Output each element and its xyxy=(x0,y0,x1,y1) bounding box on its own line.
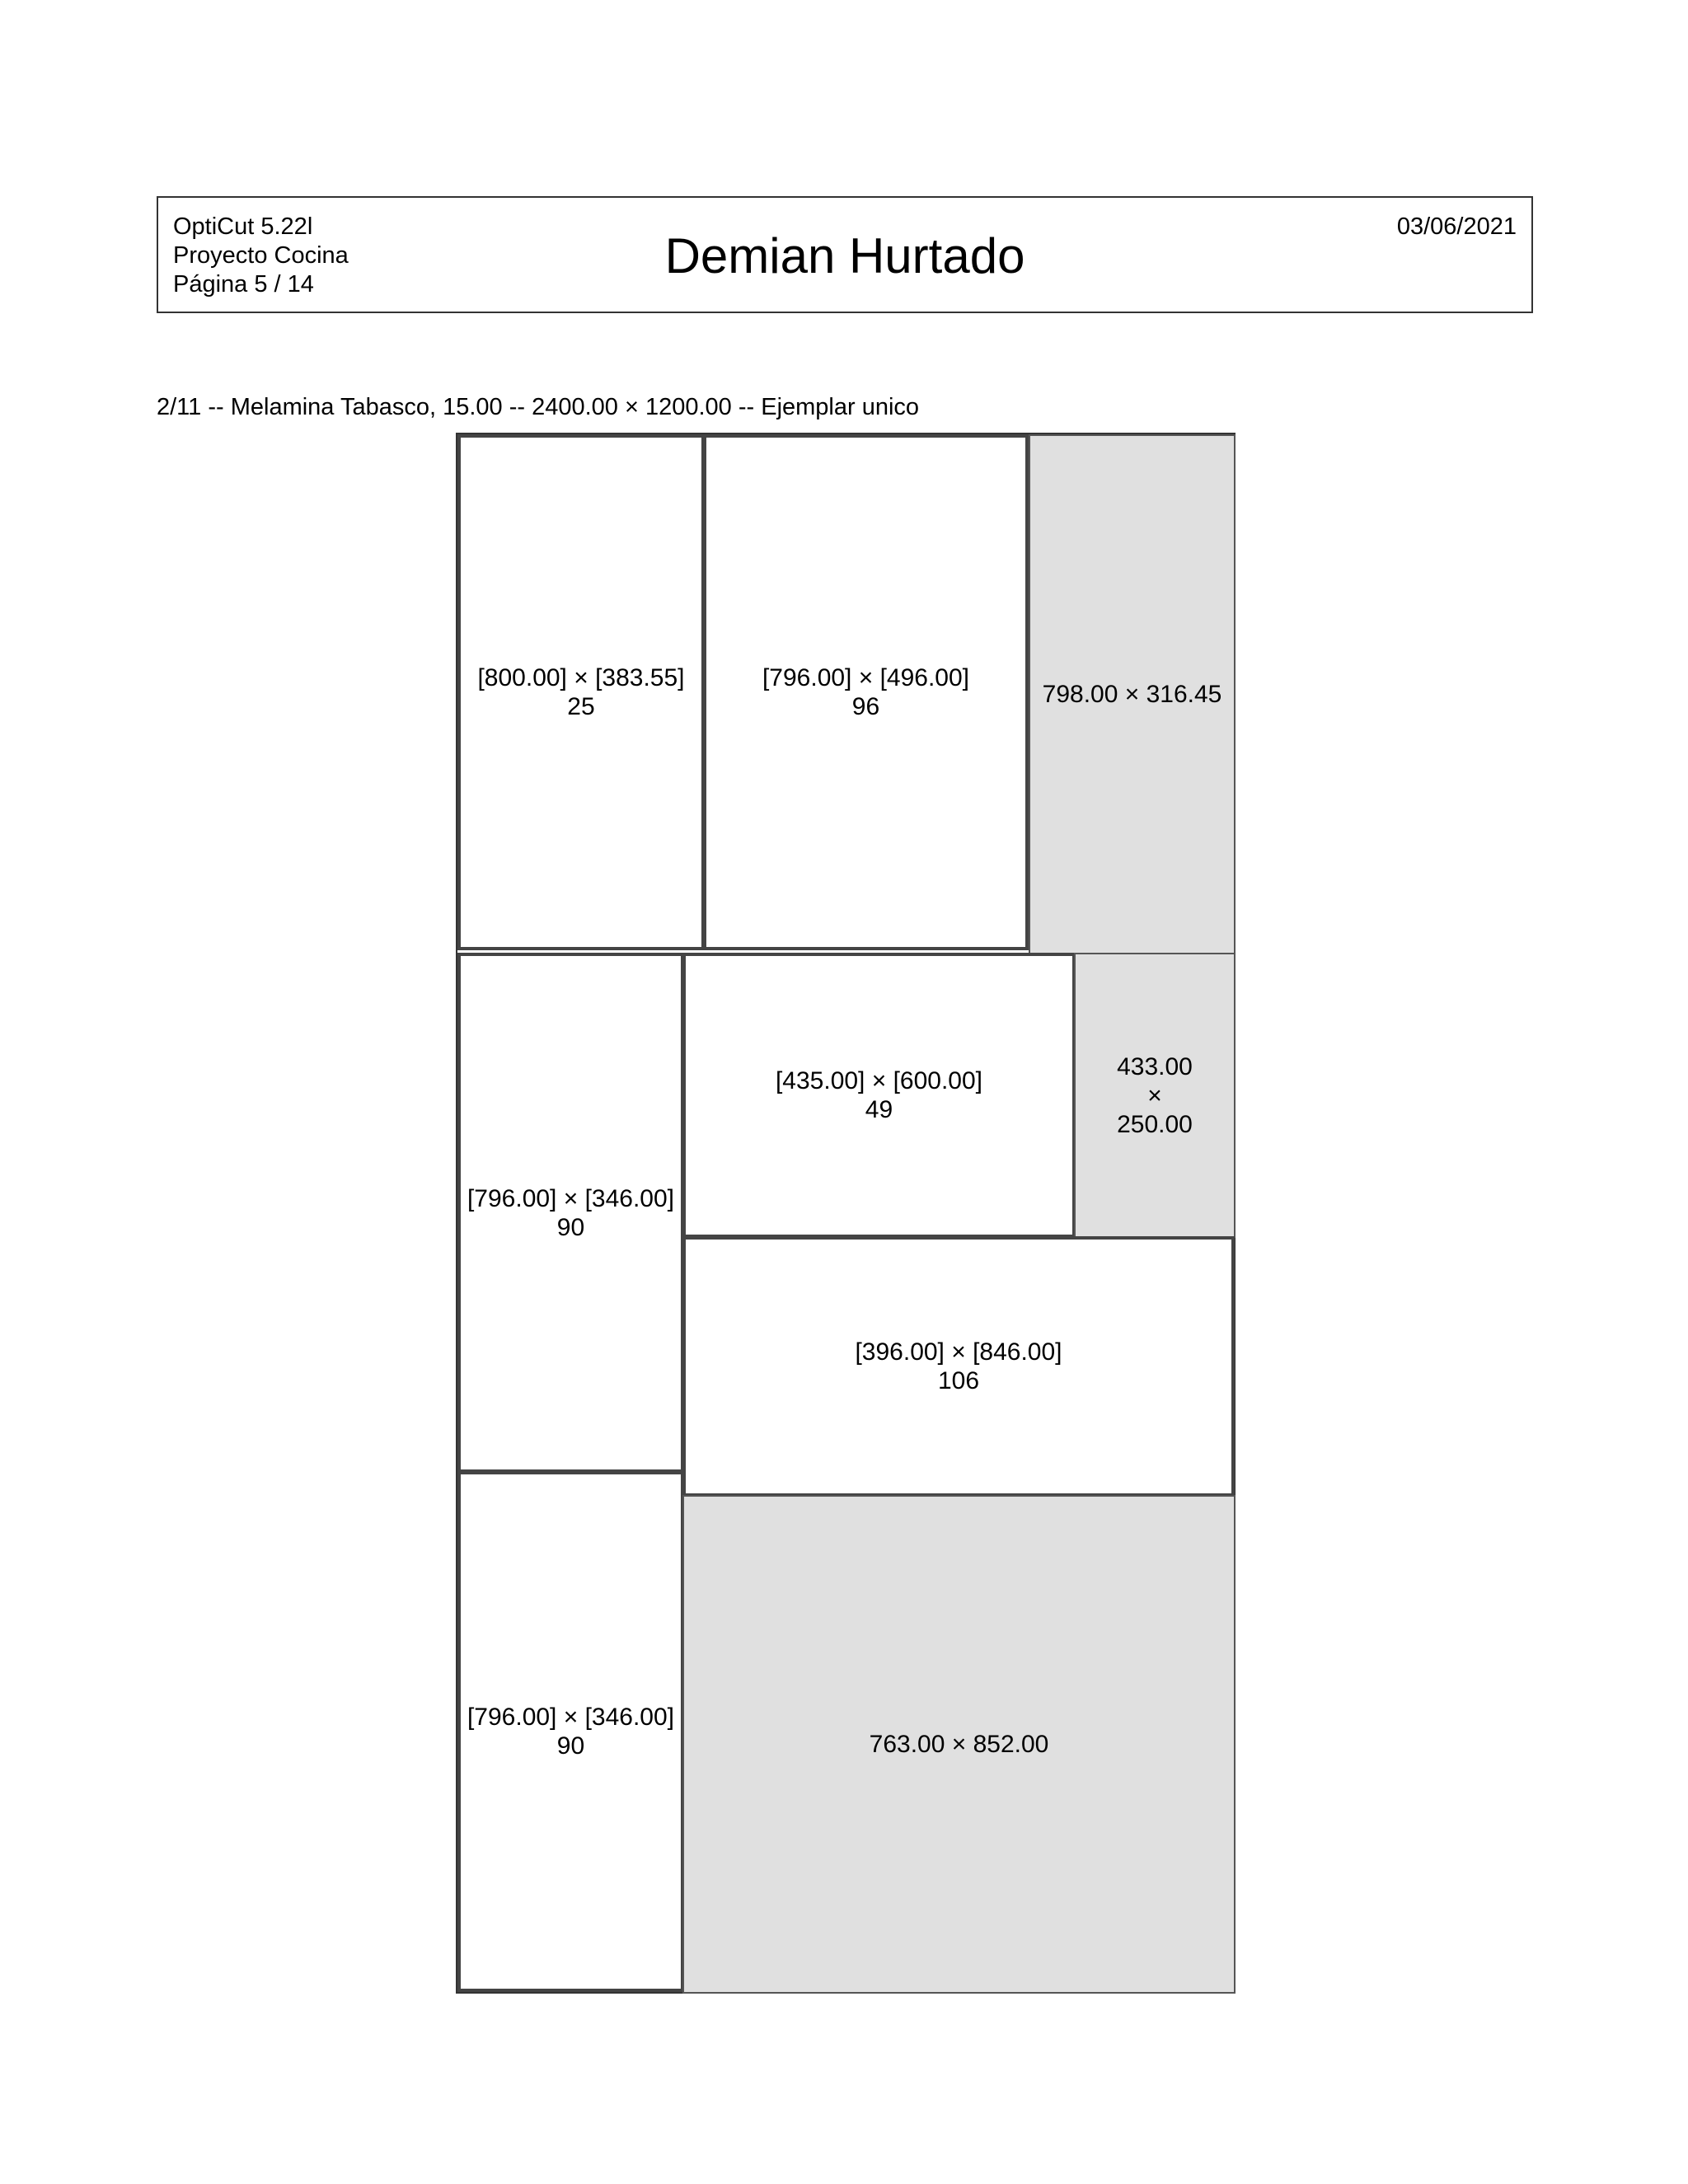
piece-49 xyxy=(682,953,1076,1238)
piece-id: 25 xyxy=(567,693,595,720)
page-number: Página 5 / 14 xyxy=(173,271,314,298)
header-title: Demian Hurtado xyxy=(664,228,1025,284)
piece-id: 90 xyxy=(556,1732,585,1760)
piece-id: 49 xyxy=(865,1096,893,1123)
piece-dimensions: [396.00] × [846.00] xyxy=(855,1338,1062,1366)
waste-label xyxy=(870,1730,1049,1759)
app-version: OptiCut 5.22l xyxy=(173,213,313,240)
waste-height: 250.00 xyxy=(1117,1110,1193,1138)
piece-dimensions: [796.00] × [346.00] xyxy=(467,1184,675,1212)
piece-25 xyxy=(457,434,705,950)
waste-width: 433.00 xyxy=(1117,1052,1193,1080)
piece-96 xyxy=(703,434,1029,950)
piece-label xyxy=(467,1184,674,1242)
waste-label xyxy=(1043,680,1222,709)
page-header xyxy=(157,196,1533,313)
waste-area-1 xyxy=(1029,434,1236,954)
piece-label xyxy=(467,1703,674,1760)
sheet-caption: 2/11 -- Melamina Tabasco, 15.00 -- 2400.00 × 1200.00 -- Ejemplar unico xyxy=(157,394,920,420)
waste-label xyxy=(1117,1052,1193,1139)
piece-106 xyxy=(682,1236,1235,1497)
waste-dimensions: 763.00 × 852.00 xyxy=(869,1731,1049,1758)
piece-id: 106 xyxy=(937,1367,980,1394)
header-date: 03/06/2021 xyxy=(1396,213,1517,240)
piece-id: 90 xyxy=(556,1213,585,1241)
piece-90-b xyxy=(457,1471,684,1992)
piece-90-a xyxy=(457,953,684,1473)
waste-area-2 xyxy=(1074,953,1236,1238)
piece-dimensions: [796.00] × [496.00] xyxy=(762,664,970,691)
piece-dimensions: [796.00] × [346.00] xyxy=(467,1704,675,1731)
project-name: Proyecto Cocina xyxy=(173,242,349,269)
waste-dimensions: 798.00 × 316.45 xyxy=(1042,681,1222,708)
piece-id: 96 xyxy=(851,693,880,720)
cutting-sheet xyxy=(456,433,1236,1994)
piece-dimensions: [435.00] × [600.00] xyxy=(775,1067,983,1094)
piece-label xyxy=(776,1066,982,1124)
piece-dimensions: [800.00] × [383.55] xyxy=(477,664,685,691)
piece-label xyxy=(855,1338,1062,1395)
waste-times-sign: × xyxy=(1147,1081,1162,1109)
piece-label xyxy=(477,663,684,721)
waste-area-3 xyxy=(682,1495,1236,1994)
piece-label xyxy=(762,663,969,721)
